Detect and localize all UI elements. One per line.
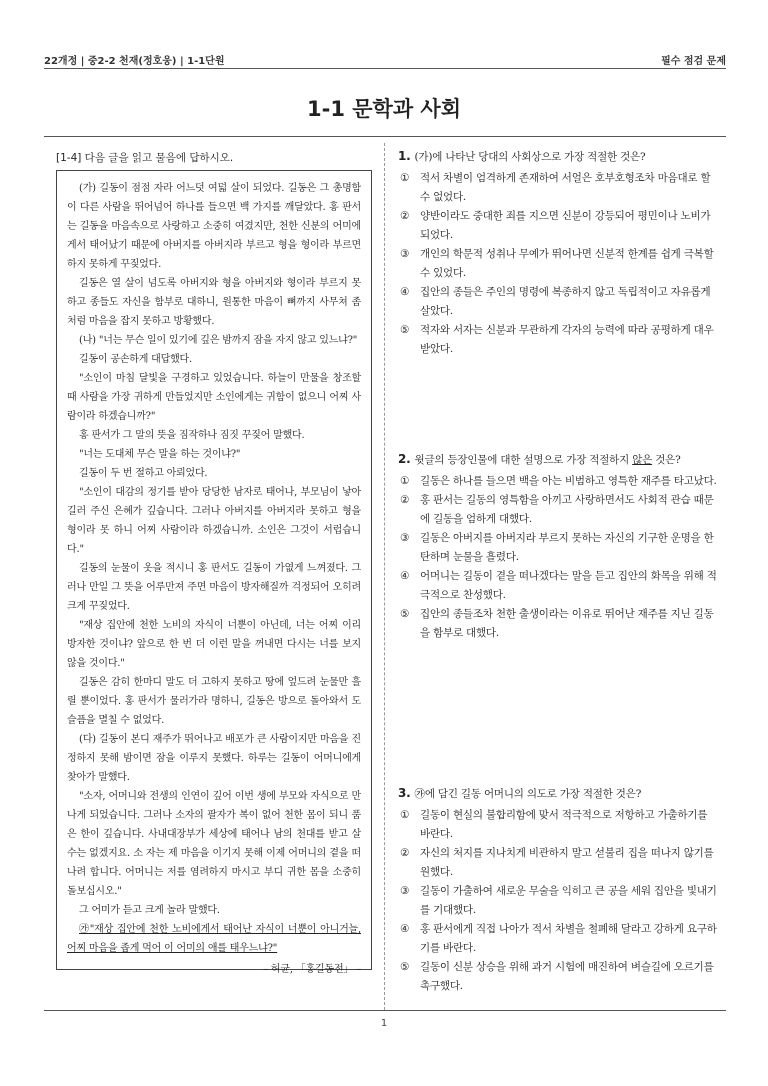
option-text: 길동이 현실의 불합리함에 맞서 적극적으로 저항하고 가출하기를 바란다. xyxy=(420,809,708,840)
question-2 xyxy=(398,450,720,643)
option-text: 적자와 서자는 신분과 무관하게 각자의 능력에 따라 공평하게 대우받았다. xyxy=(420,324,714,355)
stem-text: (가)에 나타난 당대의 사회상으로 가장 적절한 것은? xyxy=(414,151,646,163)
passage-paragraph: "재상 집안에 천한 노비의 자식이 너뿐이 아닌데, 너는 어찌 이리 방자한 것이냐? 앞으로 한 번 더 이런 말을 꺼내면 다시는 너를 보지 않을 것이다." xyxy=(67,620,361,669)
answer-option[interactable] xyxy=(398,920,720,958)
option-text: 어머니는 길동이 곁을 떠나겠다는 말을 듣고 집안의 화목을 위해 적극적으로 찬성했다. xyxy=(420,570,717,601)
answer-option[interactable] xyxy=(398,472,720,491)
option-mark: ⑤ xyxy=(400,608,410,620)
header-rule xyxy=(44,68,726,69)
stem-emphasis: 않은 xyxy=(632,454,653,466)
instruction: [1-4] 다음 글을 읽고 물음에 답하시오. xyxy=(56,152,234,164)
answer-option[interactable] xyxy=(398,321,720,359)
passage-paragraph: 길동의 눈물이 옷을 적시니 홍 판서도 길동이 가엾게 느껴졌다. 그러나 만일 그 뜻을 어루만져 주면 마음이 방자해질까 걱정되어 오히려 크게 꾸짖었다. xyxy=(67,563,361,612)
passage-paragraph: "소인이 대감의 정기를 받아 당당한 남자로 태어나, 부모님이 낳아 길러 주신 은혜가 깊습니다. 그러나 아버지를 아버지라 못하고 형을 형이라 못 하니 어찌 사람이라 하겠습니까. 소인은 그것이 서럽습니다." xyxy=(67,487,361,555)
stem-text: 윗글의 등장인물에 대한 설명으로 가장 적절하지 xyxy=(414,454,633,466)
option-mark: ③ xyxy=(400,532,410,544)
answer-option[interactable] xyxy=(398,245,720,283)
question-1 xyxy=(398,147,720,359)
option-text: 홍 판서에게 직접 나아가 적서 차별을 철폐해 달라고 강하게 요구하기를 바란다. xyxy=(420,923,717,954)
answer-option[interactable] xyxy=(398,529,720,567)
passage-paragraph: (다) 길동이 본디 재주가 뛰어나고 배포가 큰 사람이지만 마음을 진정하지 못해 밤이면 잠을 이루지 못했다. 하루는 길동이 어머니에게 찾아가 말했다. xyxy=(67,734,361,783)
passage-source: – 허균, 「홍길동전」 – xyxy=(263,964,361,975)
answer-option[interactable] xyxy=(398,283,720,321)
passage-paragraph: "소자, 어머니와 전생의 인연이 깊어 이번 생에 부모와 자식으로 만나게 되었습니다. 그러나 소자의 팔자가 복이 없어 천한 몸이 되니 품은 한이 깊습니다. 사내대장부가 세상에 태어나 남의 천대를 받고 살 수는 없겠지요. 소 자는 제 마음을 이기지 못해 이제 어머니의 곁을 떠나려 합니다. 어머니는 저를 염려하지 마시고 부디 귀한 몸을 소중히 돌보십시오." xyxy=(67,791,361,897)
answer-option[interactable] xyxy=(398,882,720,920)
passage-paragraph: 길동이 두 번 절하고 아뢰었다. xyxy=(79,468,208,479)
option-text: 자신의 처지를 지나치게 비관하지 말고 섣불리 집을 떠나지 않기를 원했다. xyxy=(420,847,714,878)
passage-paragraph: 길동은 감히 한마디 말도 더 고하지 못하고 땅에 엎드려 눈물만 흘릴 뿐이었다. 홍 판서가 물러가라 명하니, 길동은 방으로 돌아와서 도 슬픔을 멸칠 수 없었다. xyxy=(67,677,361,726)
option-mark: ③ xyxy=(400,885,410,897)
header-course-info: 22개정 | 중2-2 천재(정호웅) | 1-1단원 xyxy=(44,56,225,67)
option-mark: ② xyxy=(400,210,410,222)
option-text: 길동은 하나를 들으면 백을 아는 비범하고 영특한 재주를 타고났다. xyxy=(420,475,717,487)
passage-paragraph: 그 어미가 듣고 크게 놀라 말했다. xyxy=(79,905,220,916)
passage-paragraph: (나) "너는 무슨 일이 있기에 깊은 밤까지 잠을 자지 않고 있느냐?" xyxy=(79,335,358,346)
option-mark: ② xyxy=(400,494,410,506)
question-stem xyxy=(398,147,720,167)
answer-option[interactable] xyxy=(398,169,720,207)
option-mark: ① xyxy=(400,172,410,184)
title-rule xyxy=(44,136,726,137)
answer-option[interactable] xyxy=(398,491,720,529)
question-number: 3. xyxy=(398,786,411,800)
reading-passage xyxy=(56,170,372,975)
answer-option[interactable] xyxy=(398,806,720,844)
option-mark: ③ xyxy=(400,248,410,260)
passage-underlined-quote: ㉮"재상 집안에 천한 노비에게서 태어난 자식이 너뿐이 아니거늘, 어찌 마음을 좁게 먹어 이 어미의 애를 태우느냐?" xyxy=(67,924,361,954)
passage-paragraph: 길동은 열 살이 넘도록 아버지와 형을 아버지와 형이라 부르지 못하고 종들도 자신을 함부로 대하니, 원통한 마음이 뼈까지 사무쳐 좀처럼 마음을 잡지 못하고 방황했다. xyxy=(67,278,361,327)
option-mark: ⑤ xyxy=(400,324,410,336)
option-text: 길동은 아버지를 아버지라 부르지 못하는 자신의 기구한 운명을 한탄하며 눈물을 흘렸다. xyxy=(420,532,714,563)
option-text: 집안의 종들조차 천한 출생이라는 이유로 뛰어난 재주를 지닌 길동을 함부로 대했다. xyxy=(420,608,714,639)
option-text: 집안의 종들은 주인의 명령에 복종하지 않고 독립적이고 자유롭게 살았다. xyxy=(420,286,711,317)
answer-option[interactable] xyxy=(398,958,720,996)
option-text: 길동이 신분 상승을 위해 과거 시험에 매진하여 벼슬길에 오르기를 촉구했다. xyxy=(420,961,714,992)
passage-paragraph: (가) 길동이 점점 자라 어느덧 여덟 살이 되었다. 길동은 그 총명함이 다른 사람을 뛰어넘어 하나를 들으면 백 가지를 깨달았다. 홍 판서는 길동을 마음속으로 사랑하고 소중히 여겼지만, 천한 신분의 어미에게서 태어났기 때문에 아버지를 아버지라 부르고 형을 형이라 부르면 하지 못하게 꾸짖었다. xyxy=(67,183,361,270)
header-section-label: 필수 점검 문제 xyxy=(661,56,726,67)
page-header xyxy=(44,52,726,68)
answer-option[interactable] xyxy=(398,605,720,643)
option-text: 개인의 학문적 성취나 무예가 뛰어나면 신분적 한계를 쉽게 극복할 수 있었다. xyxy=(420,248,714,279)
question-number: 1. xyxy=(398,149,411,163)
column-divider xyxy=(384,143,385,1010)
answer-option[interactable] xyxy=(398,844,720,882)
question-stem xyxy=(398,450,720,470)
option-mark: ① xyxy=(400,475,410,487)
option-mark: ⑤ xyxy=(400,961,410,973)
question-3 xyxy=(398,784,720,996)
option-text: 길동이 가출하여 새로운 무술을 익히고 큰 공을 세워 집안을 빛내기를 기대했다. xyxy=(420,885,717,916)
option-mark: ④ xyxy=(400,570,410,582)
option-text: 적서 차별이 엄격하게 존재하여 서얼은 호부호형조차 마음대로 할 수 없었다. xyxy=(420,172,711,203)
answer-option[interactable] xyxy=(398,207,720,245)
stem-text-end: 것은? xyxy=(652,454,681,466)
stem-text: ㉮에 담긴 길동 어머니의 의도로 가장 적절한 것은? xyxy=(414,788,642,800)
passage-paragraph: "소인이 마침 달빛을 구경하고 있었습니다. 하늘이 만물을 창조할 때 사람을 가장 귀하게 만들었지만 소인에게는 귀함이 없으니 어찌 사람이라 하겠습니까?" xyxy=(67,373,361,422)
option-mark: ④ xyxy=(400,923,410,935)
option-mark: ④ xyxy=(400,286,410,298)
passage-paragraph: 길동이 공손하게 대답했다. xyxy=(79,354,192,365)
page-title: 1-1 문학과 사회 xyxy=(307,97,461,121)
option-text: 양반이라도 중대한 죄를 지으면 신분이 강등되어 평민이나 노비가 되었다. xyxy=(420,210,711,241)
option-mark: ② xyxy=(400,847,410,859)
question-stem xyxy=(398,784,720,804)
answer-option[interactable] xyxy=(398,567,720,605)
page-number: 1 xyxy=(380,1018,388,1029)
question-number: 2. xyxy=(398,452,411,466)
footer-rule xyxy=(44,1010,726,1011)
option-text: 홍 판서는 길동의 영특함을 아끼고 사랑하면서도 사회적 관습 때문에 길동을 엄하게 대했다. xyxy=(420,494,714,525)
passage-paragraph: 홍 판서가 그 말의 뜻을 짐작하나 짐짓 꾸짖어 말했다. xyxy=(79,430,305,441)
passage-paragraph: "너는 도대체 무슨 말을 하는 것이냐?" xyxy=(79,449,241,460)
option-mark: ① xyxy=(400,809,410,821)
